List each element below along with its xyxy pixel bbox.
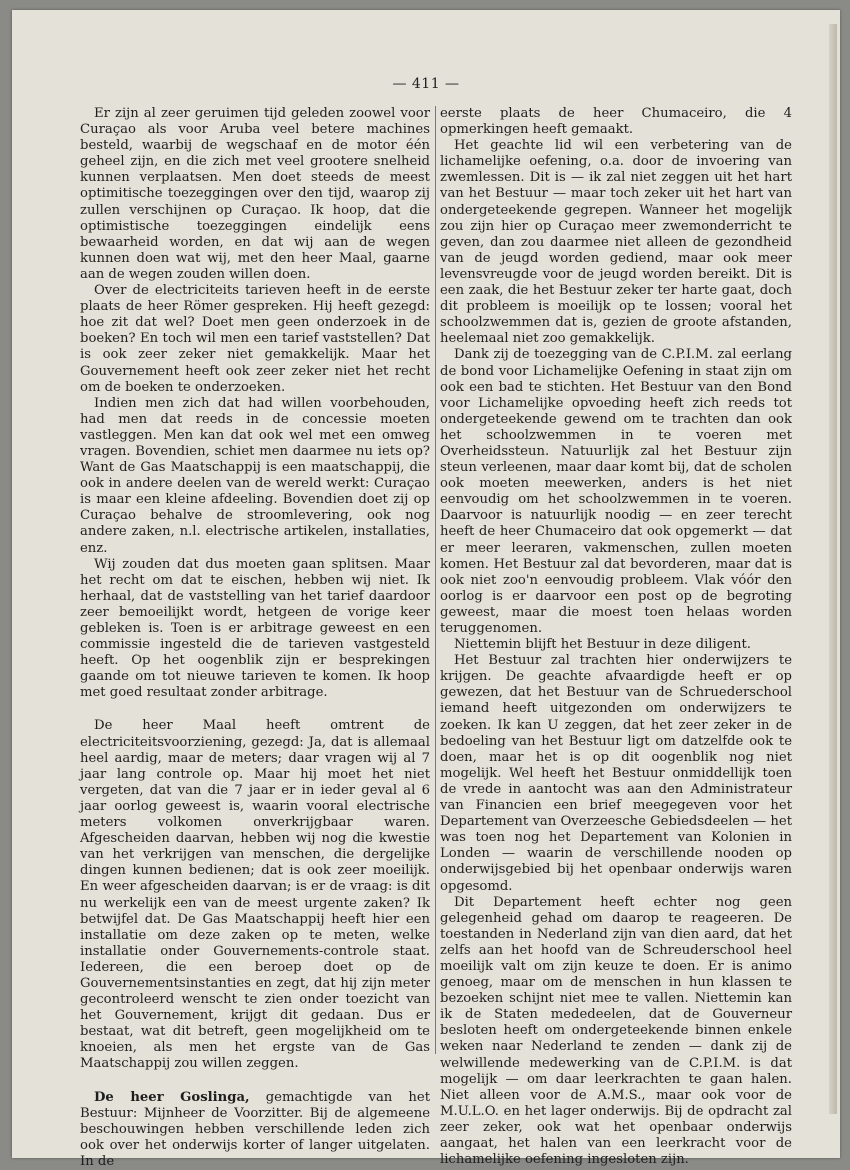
paragraph: Wij zouden dat dus moeten gaan splitsen. Maar het recht om dat te eischen, hebben wij niet. Ik herhaal, dat de vaststelling van het tarief daardoor zeer bemoeilijkt wordt, hetgeen de vorige keer gebleken is. Toen is er arbitrage geweest en een commissie ingesteld die de tarieven vastgesteld heeft. Op het oogenblik zijn er besprekingen gaande om tot nieuwe tarieven te komen. Ik hoop met goed resultaat zonder arbitrage. xyxy=(80,556,430,701)
paragraph: Het geachte lid wil een verbetering van de lichamelijke oefening, o.a. door de invoering van zwemlessen. Dit is — ik zal niet zeggen uit het hart van het Bestuur — maar toch zeker uit het hart van ondergeteekende gegrepen. Wanneer het mogelijk zou zijn hier op Curaçao meer zwemonderricht te geven, dan zou daarmee niet alleen de gezondheid van de jeugd worden gediend, maar ook meer levensvreugde voor de jeugd worden bereikt. Dit is een zaak, die het Bestuur zeker ter harte gaat, doch dit probleem is moeilijk op te lossen; vooral het schoolzwemmen dat is, gezien de groote afstanden, heelemaal niet zoo gemakkelijk. xyxy=(440,138,792,347)
page-edge-shadow xyxy=(829,24,837,1114)
paragraph: Er zijn al zeer geruimen tijd geleden zoowel voor Curaçao als voor Aruba veel betere machines besteld, waarbij de wegschaaf en de motor één geheel zijn, en die zich met veel grootere snelheid kunnen verplaatsen. Men doet steeds de meest optimitische toezeggingen over den tijd, waarop zij zullen verschijnen op Curaçao. Ik hoop, dat die optimistische toezeggingen eindelijk eens bewaarheid worden, en dat wij aan de wegen kunnen doen wat wij, met den heer Maal, gaarne aan de wegen zouden willen doen. xyxy=(80,106,430,282)
paragraph-text: gemachtigde van het Bestuur: Mijnheer de Voorzitter. Bij de algemeene beschouwingen hebben verschillende leden zich ook over het onderwijs korter of langer uitgelaten. In de xyxy=(80,1089,430,1169)
paragraph: Het Bestuur zal trachten hier onderwijzers te krijgen. De geachte afvaardigde heeft er op gewezen, dat het Bestuur van de Schruederschool iemand heeft uitgezonden om onderwijzers te zoeken. Ik kan U zeggen, dat het zeer zeker in de bedoeling van het Bestuur ligt om datzelfde ook te doen, maar het is op dit oogenblik nog niet mogelijk. Wel heeft het Bestuur onmiddellijk toen de vrede in aantocht was aan den Administrateur van Financien een brief meegegeven voor het Departement van Overzeesche Gebiedsdeelen — het was toen nog het Departement van Kolonien in Londen — waarin de verschillende nooden op onderwijsgebied bij het openbaar onderwijs waren opgesomd. xyxy=(440,653,792,894)
paragraph: eerste plaats de heer Chumaceiro, die 4 opmerkingen heeft gemaakt. xyxy=(440,106,792,138)
column-divider xyxy=(435,106,436,1054)
left-column xyxy=(80,106,430,1170)
paragraph: Dank zij de toezegging van de C.P.I.M. zal eerlang de bond voor Lichamelijke Oefening in staat zijn om ook een bad te stichten. Het Bestuur van den Bond voor Lichamelijke opvoeding heeft zich reeds tot ondergeteekende gewend om te trachten dan ook het schoolzwemmen in te voeren met Overheidssteun. Natuurlijk zal het Bestuur zijn steun verleenen, maar daar komt bij, dat de scholen ook moeten meewerken, anders is het niet eenvoudig om het schoolzwemmen in te voeren. Daarvoor is natuurlijk noodig — en zeer terecht heeft de heer Chumaceiro dat ook opgemerkt — dat er meer leeraren, vakmenschen, zullen moeten komen. Het Bestuur zal dat bevorderen, maar dat is ook niet zoo'n eenvoudig probleem. Vlak vóór den oorlog is er daarvoor een post op de begroting geweest, maar die moest toen helaas worden teruggenomen. xyxy=(440,347,792,636)
paragraph xyxy=(80,1090,430,1170)
paragraph: De heer Maal heeft omtrent de electriciteitsvoorziening, gezegd: Ja, dat is allemaal heel aardig, maar de meters; daar vragen wij al 7 jaar lang controle op. Maar hij moet het niet vergeten, dat van die 7 jaar er in ieder geval al 6 jaar oorlog geweest is, waarin vooral electrische meters volkomen onverkrijgbaar waren. Afgescheiden daarvan, hebben wij nog die kwestie van het verkrijgen van menschen, die dergelijke dingen kunnen bedienen; dat is ook zeer moeilijk. En weer afgescheiden daarvan; is er de vraag: is dit nu werkelijk een van de meest urgente zaken? Ik betwijfel dat. De Gas Maatschappij heeft hier een installatie om deze zaken op te meten, welke installatie onder Gouvernements-controle staat. Iedereen, die een beroep doet op de Gouvernementsinstanties en zegt, dat hij zijn meter gecontroleerd wenscht te zien onder toezicht van het Gouvernement, krijgt dit gedaan. Dus er bestaat, wat dit betreft, geen mogelijkheid om te knoeien, als men het ergste van de Gas Maatschappij zou willen zeggen. xyxy=(80,718,430,1072)
paragraph: Over de electriciteits tarieven heeft in de eerste plaats de heer Römer gespreken. Hij heeft gezegd: hoe zit dat wel? Doet men geen onderzoek in de boeken? En toch wil men een tarief vaststellen? Dat is ook zeer zeker niet gemakkelijk. Maar het Gouvernement heeft ook zeer zeker niet het recht om de boeken te onderzoeken. xyxy=(80,283,430,395)
speaker-name: De heer Goslinga, xyxy=(94,1089,250,1105)
document-page xyxy=(12,10,840,1169)
page-number: — 411 — xyxy=(392,76,460,92)
right-column xyxy=(440,106,792,1168)
paragraph: Indien men zich dat had willen voorbehouden, had men dat reeds in de concessie moeten vastleggen. Men kan dat ook wel met een omweg vragen. Bovendien, schiet men daarmee nu iets op? Want de Gas Maatschappij is een maatschappij, die ook in andere deelen van de wereld werkt: Curaçao is maar een kleine afdeeling. Bovendien doet zij op Curaçao behalve de stroomlevering, ook nog andere zaken, n.l. electrische artikelen, installaties, enz. xyxy=(80,395,430,556)
paragraph: Niettemin blijft het Bestuur in deze diligent. xyxy=(454,637,751,653)
paragraph: Dit Departement heeft echter nog geen gelegenheid gehad om daarop te reageeren. De toestanden in Nederland zijn van dien aard, dat het zelfs aan het hoofd van de Schreuderschool heel moeilijk valt om zijn keuze te doen. Er is animo genoeg, maar om de menschen in hun klassen te bezoeken schijnt niet mee te vallen. Niettemin kan ik de Staten mededeelen, dat de Gouverneur besloten heeft om ondergeteekende binnen enkele weken naar Nederland te zenden — dank zij de welwillende medewerking van de C.P.I.M. is dat mogelijk — om daar leerkrachten te gaan halen. Niet alleen voor de A.M.S., maar ook voor de M.U.L.O. en het lager onderwijs. Bij de opdracht zal zeer zeker, ook wat het openbaar onderwijs aangaat, het halen van een leerkracht voor de lichamelijke oefening ingesloten zijn. xyxy=(440,894,792,1168)
